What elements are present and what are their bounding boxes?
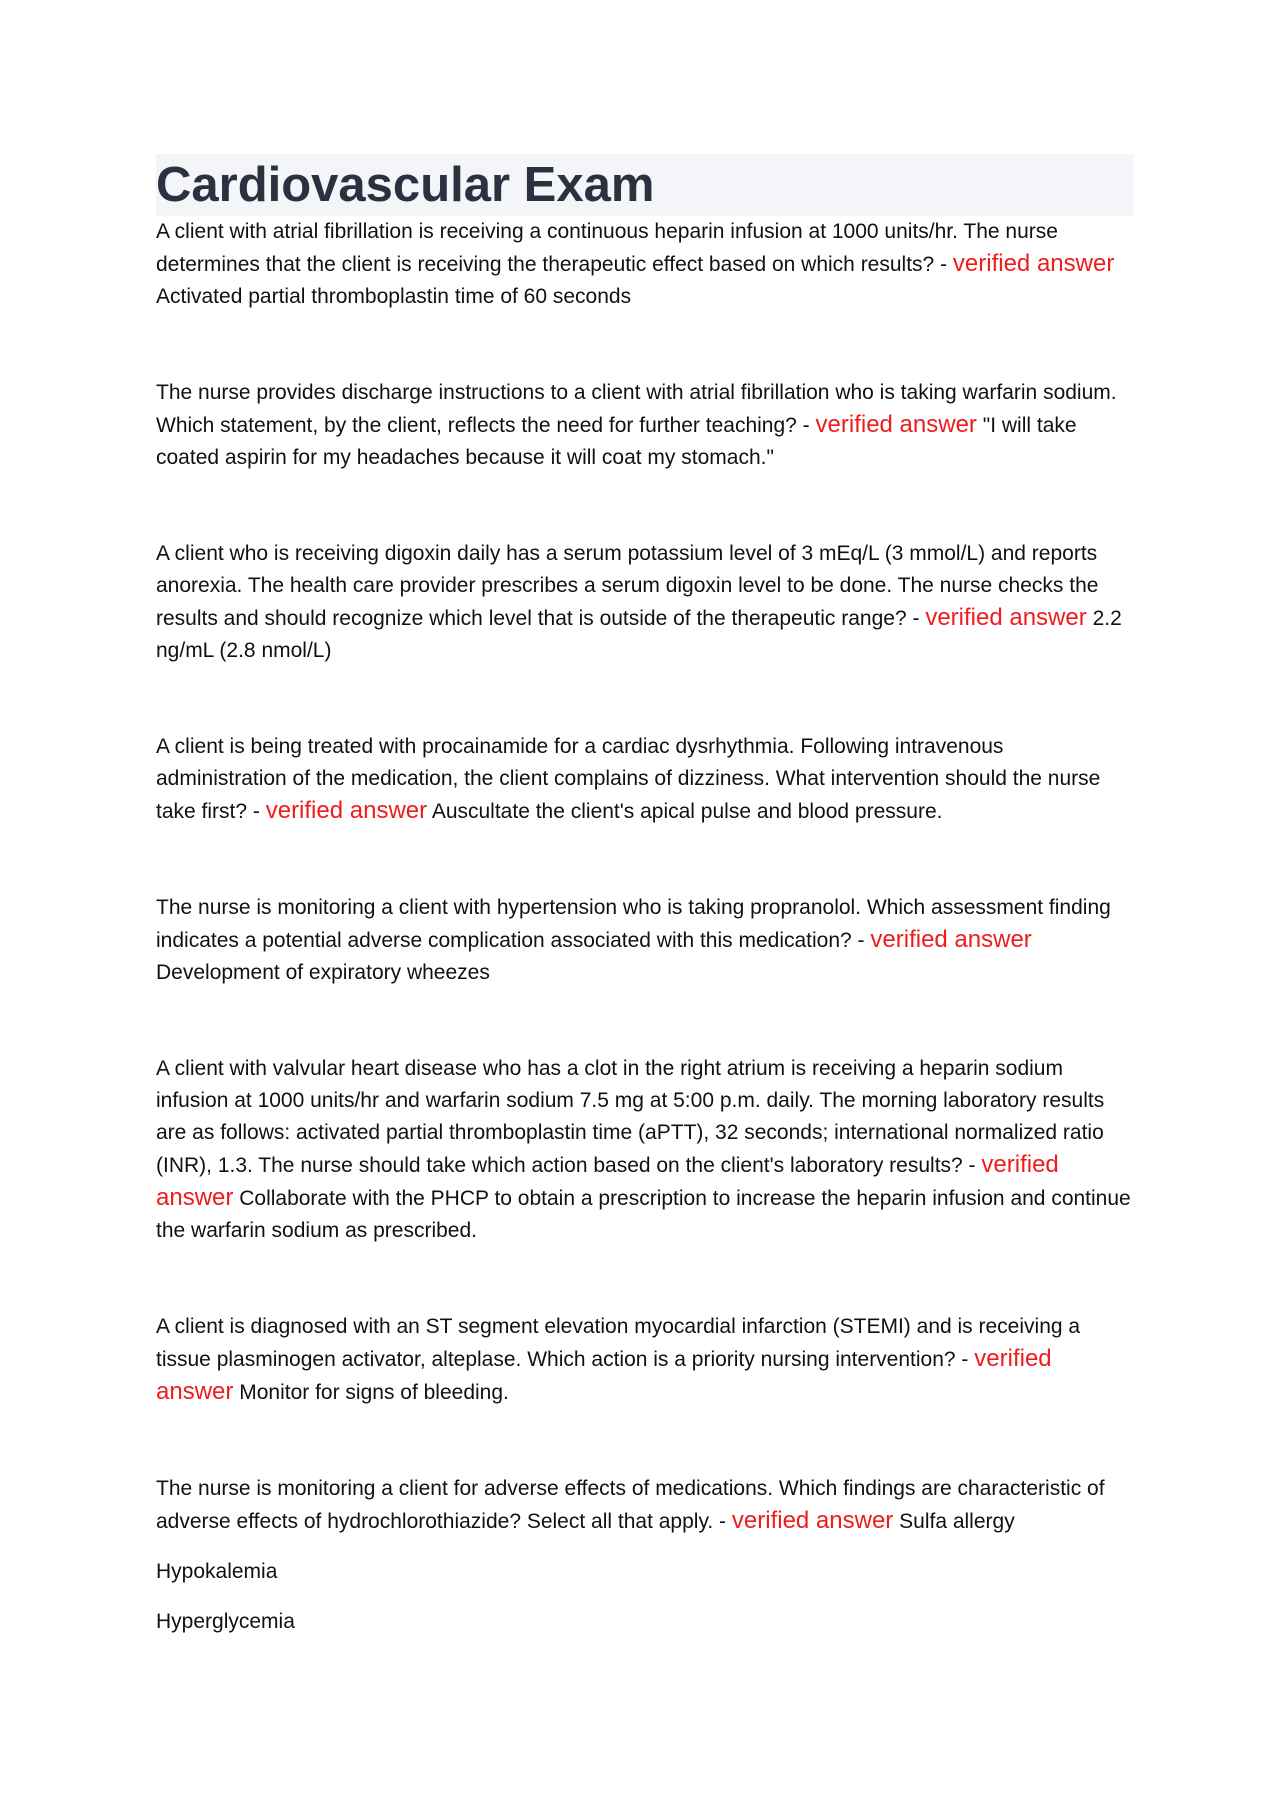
question-text: The nurse provides discharge instructions to a client with atrial fibrillation who is taking warfarin sodium. Which statement, by the client, reflects the need for further teaching?: [156, 381, 1117, 437]
question-6: [156, 1053, 1134, 1247]
question-5: [156, 892, 1134, 989]
answer-text: Collaborate with the PHCP to obtain a prescription to increase the heparin infusion and continue the warfarin sodium as prescribed.: [156, 1187, 1131, 1242]
document-page: [156, 154, 1134, 1638]
extra-answer-2: Hyperglycemia: [156, 1610, 295, 1633]
separator: -: [906, 607, 926, 630]
answer-text: Auscultate the client's apical pulse and blood pressure.: [431, 800, 943, 823]
verified-answer-label: verified answer: [156, 1151, 1059, 1211]
question-8: [156, 1473, 1134, 1538]
question-text: The nurse is monitoring a client with hypertension who is taking propranolol. Which assessment finding indicates a potential adverse complication associated with this medication?: [156, 896, 1111, 952]
verified-answer-label: verified answer: [952, 250, 1115, 277]
separator: -: [851, 929, 871, 952]
question-text: A client who is receiving digoxin daily has a serum potassium level of 3 mEq/L (3 mmol/L) and reports anorexia. The health care provider prescribes a serum digoxin level to be done. The nurse checks the results and should recognize which level that is outside of the therapeutic range?: [156, 542, 1099, 630]
verified-answer-label: verified answer: [870, 926, 1032, 953]
answer-text: Monitor for signs of bleeding.: [239, 1381, 509, 1404]
separator: -: [962, 1154, 982, 1177]
verified-answer-label: verified answer: [925, 604, 1087, 631]
question-text: A client is being treated with procainamide for a cardiac dysrhythmia. Following intravenous administration of the medication, the client complains of dizziness. What intervention should the nurse take first?: [156, 735, 1101, 823]
question-7: [156, 1311, 1134, 1409]
extra-answer-1: Hypokalemia: [156, 1560, 278, 1583]
answer-text: Sulfa allergy: [899, 1510, 1015, 1533]
answer-text: Activated partial thromboplastin time of 60 seconds: [156, 285, 632, 308]
separator: -: [796, 414, 816, 437]
question-1: [156, 216, 1134, 313]
document-title: Cardiovascular Exam: [156, 158, 655, 212]
verified-answer-label: verified answer: [815, 411, 977, 438]
title-band: [156, 154, 1134, 216]
question-text: A client with atrial fibrillation is receiving a continuous heparin infusion at 1000 units/hr. The nurse determines that the client is receiving the therapeutic effect based on which results?: [156, 220, 1058, 276]
question-3: [156, 538, 1134, 667]
question-2: [156, 377, 1134, 474]
question-4: [156, 731, 1134, 828]
verified-answer-label: verified answer: [156, 1345, 1052, 1405]
answer-text: 2.2 ng/mL (2.8 nmol/L): [156, 607, 1122, 662]
answer-text: Development of expiratory wheezes: [156, 961, 490, 984]
separator: -: [955, 1348, 975, 1371]
question-text: A client with valvular heart disease who has a clot in the right atrium is receiving a heparin sodium infusion at 1000 units/hr and warfarin sodium 7.5 mg at 5:00 p.m. daily. The morning laboratory results are as follows: activated partial thromboplastin time (aPTT), 32 seconds; international normalized ratio (INR), 1.3. The nurse should take which action based on the client's laboratory results?: [156, 1057, 1105, 1177]
question-text: The nurse is monitoring a client for adverse effects of medications. Which findings are characteristic of adverse effects of hydrochlorothiazide? Select all that apply.: [156, 1477, 1105, 1533]
separator: -: [247, 800, 266, 823]
verified-answer-label: verified answer: [265, 797, 428, 824]
question-text: A client is diagnosed with an ST segment elevation myocardial infarction (STEMI) and is receiving a tissue plasminogen activator, alteplase. Which action is a priority nursing intervention?: [156, 1315, 1081, 1371]
separator: -: [713, 1510, 732, 1533]
answer-text: "I will take coated aspirin for my headaches because it will coat my stomach.": [156, 414, 1077, 469]
verified-answer-label: verified answer: [731, 1507, 894, 1534]
separator: -: [934, 253, 953, 276]
